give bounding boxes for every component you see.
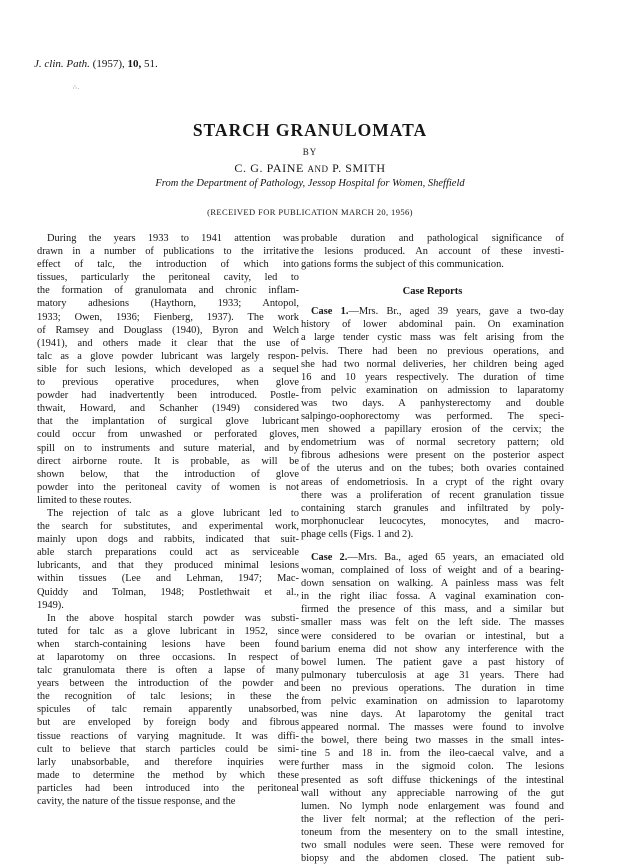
text-line: was two days. A panhysterectomy and double <box>301 397 564 409</box>
author-1: C. G. PAINE <box>234 161 304 175</box>
text-line: thwait, Howard, and Schanher (1949) considered <box>37 403 299 415</box>
text-line: 1949). <box>37 599 64 611</box>
text-line: smaller mass was felt on the left side. The masses <box>301 617 564 629</box>
journal-volume: 10, <box>127 58 142 70</box>
journal-year: (1957), <box>92 58 125 70</box>
text-line: pulmonary tuberculosis at age 31 years. There had <box>301 669 564 681</box>
text-line: Case 2.—Mrs. Ba., aged 65 years, an emaciated old <box>311 551 564 563</box>
text-line: at laparotomy on three occasions. In respect of <box>37 652 299 663</box>
text-line: endometrium was of normal secretory pattern; old <box>301 437 564 449</box>
text-line: powder had inadvertently been introduced. Postle- <box>37 390 299 402</box>
text-line: fibrous adhesions were present on the posterior aspect <box>301 450 564 462</box>
text-line: direct airborne route. It is probable, as will be <box>37 455 299 467</box>
text-line: cavity, the nature of the tissue response, and the <box>37 796 236 808</box>
text-line: spill on to instruments and suture material, and by <box>37 442 299 454</box>
right-column <box>301 232 564 865</box>
text-line: to previous operative procedures, when glove <box>37 377 299 389</box>
text-line: in the right iliac fossa. A vaginal examination con- <box>301 591 564 603</box>
text-line: salpingo-oophorectomy was performed. The speci- <box>301 411 564 423</box>
journal-citation <box>34 58 158 70</box>
text-line: were considered to be ovarian or intestinal, but a <box>301 630 564 642</box>
text-line: a large tender cystic mass was felt arising from the <box>301 332 564 344</box>
text-line: from pelvic examination on admission to laparatomy <box>301 384 564 396</box>
text-line: matory adhesions (Haythorn, 1933; Antopol, <box>37 298 299 310</box>
text-line: gations forms the subject of this communication. <box>301 259 504 271</box>
text-line: bowel lumen. The patient gave a past history of <box>301 656 564 668</box>
text-line: pelvis. There had been no previous operations, and <box>301 345 564 357</box>
text-line: containing starch granules and infiltrated by poly- <box>301 502 564 514</box>
text-line: years between the introduction of the powder and <box>37 678 299 690</box>
text-line: could occur from unwashed or perforated gloves, <box>37 429 299 441</box>
text-line: sible for such lesions, which developed as a sequel <box>37 363 299 375</box>
text-line: shown below, that the introduction of glove <box>37 468 299 480</box>
text-line: Case 1.—Mrs. Br., aged 39 years, gave a two-day <box>311 306 564 318</box>
text-line: the formation of granulomata and chronic inflam- <box>37 285 299 297</box>
paragraph-gap <box>301 541 564 551</box>
text-line: the recognition of talc lesions; in these the <box>37 691 299 703</box>
text-line: two small nodules were seen. These were removed for <box>301 840 564 852</box>
text-line: made to determine the method by which these <box>37 769 299 781</box>
text-line: history of lower abdominal pain. On examination <box>301 319 564 331</box>
case-label: Case 2. <box>311 551 348 563</box>
journal-page: 51. <box>143 58 158 70</box>
text-line: the search for substitutes, and experimental work, <box>37 521 299 533</box>
text-line: cult to believe that starch particles could be simi- <box>37 743 299 755</box>
author-conjunction: AND <box>307 164 329 174</box>
text-line: the bowel, there being two masses in the small intes- <box>301 735 564 747</box>
text-line: wall without any appreciable narrowing of the gut <box>301 787 564 799</box>
text-line: The rejection of talc as a glove lubricant led to <box>47 507 299 519</box>
text-line: of the uterus and on the tubes; both ovaries contained <box>301 463 564 475</box>
text-line: talc granulomata there is often a lapse of many <box>37 665 299 677</box>
text-line: toneum from the mesentery on to the small intestine, <box>301 826 564 838</box>
received-date: (RECEIVED FOR PUBLICATION MARCH 20, 1956) <box>207 207 413 217</box>
byline: BY <box>302 147 318 157</box>
text-line: able starch preparations could act as serviceable <box>37 547 299 559</box>
text-line: mainly upon dogs and rabbits, indicated that suit- <box>37 534 299 546</box>
text-line: she had two normal deliveries, her children being aged <box>301 358 564 370</box>
text-line: effect of talc, the introduction of which into <box>37 259 299 271</box>
text-line: powder into the peritoneal cavity of women is not <box>37 481 299 493</box>
text-line: was nine days. At laparotomy the genital tract <box>301 709 564 721</box>
text-line: tissue reactions of varying magnitude. It was diffi- <box>37 730 299 742</box>
text-line: tine 5 and 18 in. from the ileo-caecal valve, and a <box>301 748 564 760</box>
case-label: Case 1. <box>311 306 349 318</box>
text-line: of Ramsey and Douglass (1940), Byron and Welch <box>37 324 299 336</box>
affiliation: From the Department of Pathology, Jessop Hospital for Women, Sheffield <box>155 178 465 189</box>
text-line: probable duration and pathological significance of <box>301 233 564 244</box>
text-line: limited to these routes. <box>37 494 132 506</box>
text-line: been no previous operations. The duration in time <box>301 682 564 694</box>
text-line: spicules of talc remain apparently unabsorbed, <box>37 704 299 716</box>
text-line: the liver felt normal; at the reflection of the peri- <box>301 813 564 825</box>
text-line: there was a proliferation of recent granulation tissue <box>301 489 564 501</box>
left-column <box>37 232 299 808</box>
text-line: but are enveloped by foreign body and fibrous <box>37 717 299 729</box>
text-line: firmed the presence of this mass, and a similar but <box>301 604 564 616</box>
article-title: STARCH GRANULOMATA <box>192 120 428 140</box>
journal-name: J. clin. Path. <box>34 58 90 70</box>
text-line: woman, complained of loss of weight and of a bearing- <box>301 565 564 577</box>
text-line: areas of endometriosis. In a crypt of the right ovary <box>301 476 564 488</box>
text-line: presented as soft diffuse thickenings of the intestinal <box>301 774 564 786</box>
text-line: larly unabsorbable, and therefore inquiries were <box>37 756 299 768</box>
text-line: from pelvic examination on admission to laparotomy <box>301 696 564 707</box>
text-line: In the above hospital starch powder was substi- <box>47 612 299 624</box>
text-line: morphonuclear leucocytes, monocytes, and macro- <box>301 515 564 527</box>
text-line: particles had been introduced into the peritoneal <box>37 782 299 794</box>
text-line: 1933; Owen, 1936; Fienberg, 1937). The work <box>37 311 299 323</box>
text-line: the lesions produced. An account of these investi- <box>301 246 564 258</box>
text-line: Quiddy and Tolman, 1948; Postlethwait et al., <box>37 586 299 598</box>
text-line: talc as a glove powder lubricant was largely respon- <box>37 350 299 362</box>
text-line: (1941), and others made it clear that the use of <box>37 337 299 349</box>
text-line: lubricants, and that they produced minimal lesions <box>37 560 299 572</box>
text-line: phage cells (Figs. 1 and 2). <box>301 528 414 540</box>
text-line: barium enema did not show any interference with the <box>301 643 564 655</box>
text-line: within tissues (Lee and Lehman, 1947; Mac- <box>37 573 299 585</box>
text-line: down sensation on walking. A painless mass was felt <box>301 578 564 590</box>
stray-mark: ∴. <box>73 85 81 91</box>
author-2: P. SMITH <box>332 161 386 175</box>
text-line: During the years 1933 to 1941 attention was <box>47 233 299 244</box>
text-line: 16 and 10 years respectively. The duration of time <box>301 371 564 383</box>
text-line: tissues, particularly the peritoneal cavity, led to <box>37 272 299 284</box>
text-line: when starch-containing lesions have been found <box>37 638 299 650</box>
text-line: further mass in the sigmoid colon. The lesions <box>301 761 564 773</box>
authors <box>0 161 620 176</box>
text-line: that the implantation of surgical glove lubricant <box>37 416 299 428</box>
text-line: appeared normal. The masses were found to involve <box>301 722 564 734</box>
text-line: biopsy and the abdomen closed. The patient sub- <box>301 853 564 865</box>
text-line: drawn in a number of publications to the irritative <box>37 246 299 258</box>
text-line: lumen. No lymph node enlargement was found and <box>301 800 564 812</box>
section-heading: Case Reports <box>402 286 463 298</box>
text-line: men showed a papillary erosion of the cervix; the <box>301 424 564 436</box>
text-line: tuted for talc as a glove lubricant in 1952, since <box>37 625 299 637</box>
